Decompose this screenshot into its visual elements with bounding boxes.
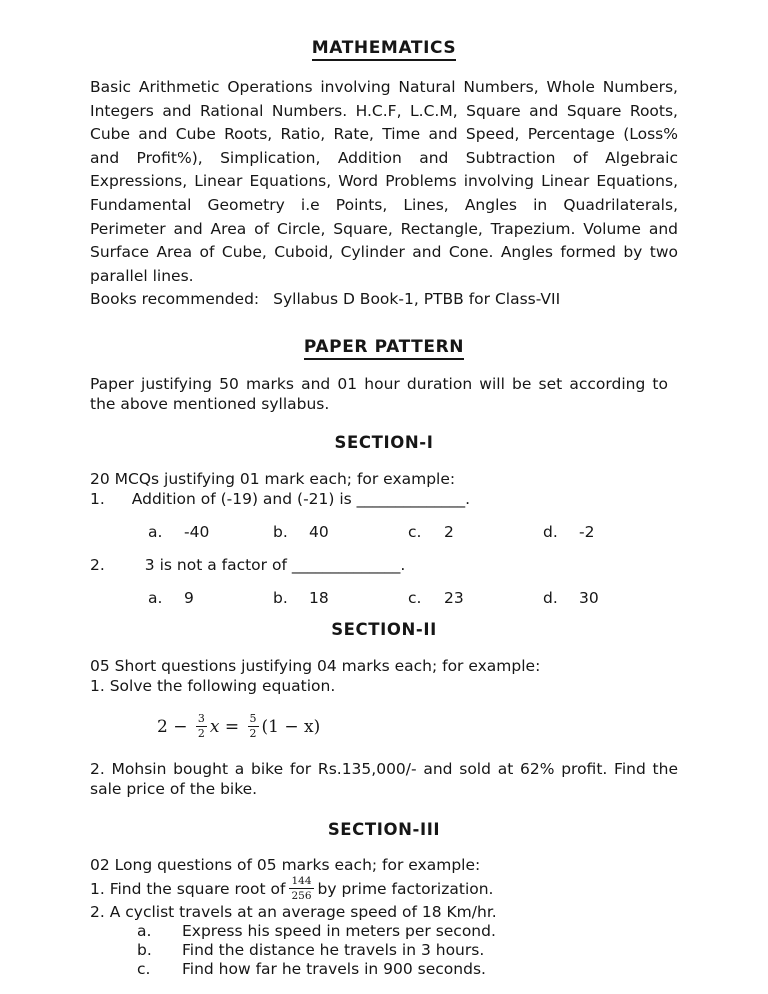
subpart-a-text: Express his speed in meters per second. <box>182 922 496 941</box>
option-a-value: 9 <box>184 588 194 607</box>
section-1-heading: SECTION-I <box>334 432 434 452</box>
mcq-question-2-text: 3 is not a factor of ______________. <box>144 555 406 574</box>
paper-pattern-heading <box>90 337 678 360</box>
syllabus-paragraph: Basic Arithmetic Operations involving Natural Numbers, Whole Numbers, Integers and Rational Numbers. H.C.F, L.C.M, Square and Square Roots, Cube and Cube Roots, Ratio, Rate, Time and Speed, Percentage (Loss% and Profit%), Simplication, Addition and Subtraction of Algebraic Expressions, Linear Equations, Word Problems involving Linear Equations, Fundamental Geometry i.e Points, Lines, Angles in Quadrilaterals, Perimeter and Area of Circle, Square, Rectangle, Trapezium. Volume and Surface Area of Cube, Cuboid, Cylinder and Cone. Angles formed by two parallel lines. <box>90 78 678 285</box>
mcq-question-1-text: Addition of (-19) and (-21) is ______________. <box>131 489 471 508</box>
books-recommended-value: Syllabus D Book-1, PTBB for Class-VII <box>273 290 561 309</box>
subpart-b-letter: b. <box>137 941 152 960</box>
option-b-value: 18 <box>309 588 329 607</box>
option-c <box>408 522 543 542</box>
section-1-intro: 20 MCQs justifying 01 mark each; for example: <box>90 469 456 488</box>
fraction-denominator: 2 <box>249 727 257 741</box>
mcq-question-1-number: 1. <box>90 489 105 508</box>
mcq-question-1-options <box>90 522 678 542</box>
fraction-numerator: 5 <box>248 713 259 728</box>
option-b-value: 40 <box>309 522 329 541</box>
option-d-letter: d. <box>543 588 558 607</box>
subpart-c-text: Find how far he travels in 900 seconds. <box>182 960 486 979</box>
section-2-heading: SECTION-II <box>331 619 437 639</box>
section-3-intro: 02 Long questions of 05 marks each; for example: <box>90 855 481 874</box>
section-3-question-1 <box>90 875 678 902</box>
option-d <box>543 588 678 608</box>
section-3-question-2-subparts <box>90 922 678 979</box>
fraction-numerator: 3 <box>196 713 207 728</box>
section-2-question-2: 2. Mohsin bought a bike for Rs.135,000/- and sold at 62% profit. Find the sale price of the bike. <box>90 759 678 798</box>
equation <box>90 709 678 745</box>
subpart-c <box>137 960 678 979</box>
square-root-question-pre: 1. Find the square root of <box>90 879 286 898</box>
option-b <box>273 588 408 608</box>
square-root-question-post: by prime factorization. <box>317 879 494 898</box>
option-a-letter: a. <box>148 588 163 607</box>
option-a <box>148 522 273 542</box>
mcq-question-1 <box>90 489 678 509</box>
equation-mid: x = <box>209 716 245 737</box>
page-title-text: MATHEMATICS <box>312 38 457 61</box>
option-d-value: -2 <box>579 522 595 541</box>
paper-pattern-heading-text: PAPER PATTERN <box>304 337 464 360</box>
section-2-intro: 05 Short questions justifying 04 marks each; for example: <box>90 656 541 675</box>
option-d <box>543 522 678 542</box>
option-c-letter: c. <box>408 522 422 541</box>
subpart-b <box>137 941 678 960</box>
subpart-b-text: Find the distance he travels in 3 hours. <box>182 941 485 960</box>
option-b <box>273 522 408 542</box>
section-2-question-1: 1. Solve the following equation. <box>90 676 336 695</box>
option-d-value: 30 <box>579 588 599 607</box>
option-a <box>148 588 273 608</box>
page-title <box>90 38 678 61</box>
fraction-denominator: 256 <box>291 890 312 902</box>
section-3-question-2: 2. A cyclist travels at an average speed of 18 Km/hr. <box>90 903 497 922</box>
option-b-letter: b. <box>273 588 288 607</box>
books-recommended-label: Books recommended: <box>90 290 260 309</box>
equation-lead: 2 − <box>157 716 193 737</box>
subpart-c-letter: c. <box>137 960 151 979</box>
fraction-numerator: 144 <box>289 875 313 889</box>
mcq-question-2-options <box>90 588 678 608</box>
square-root-fraction <box>289 875 313 902</box>
subpart-a-letter: a. <box>137 922 152 941</box>
equation-fraction-1 <box>196 713 207 741</box>
option-c <box>408 588 543 608</box>
paper-pattern-intro: Paper justifying 50 marks and 01 hour duration will be set according to the above mentioned syllabus. <box>90 374 668 413</box>
option-b-letter: b. <box>273 522 288 541</box>
books-recommended-line <box>90 288 678 312</box>
option-a-value: -40 <box>184 522 210 541</box>
option-c-value: 2 <box>444 522 454 541</box>
paper-pattern-intro-wrap <box>90 374 668 414</box>
subpart-a <box>137 922 678 941</box>
mcq-question-2-number: 2. <box>90 555 105 574</box>
mcq-question-2 <box>90 555 678 575</box>
equation-fraction-2 <box>248 713 259 741</box>
option-c-letter: c. <box>408 588 422 607</box>
option-d-letter: d. <box>543 522 558 541</box>
section-3-heading: SECTION-III <box>327 819 441 839</box>
option-c-value: 23 <box>444 588 464 607</box>
option-a-letter: a. <box>148 522 163 541</box>
equation-tail: (1 − x) <box>261 716 321 737</box>
fraction-denominator: 2 <box>197 727 205 741</box>
